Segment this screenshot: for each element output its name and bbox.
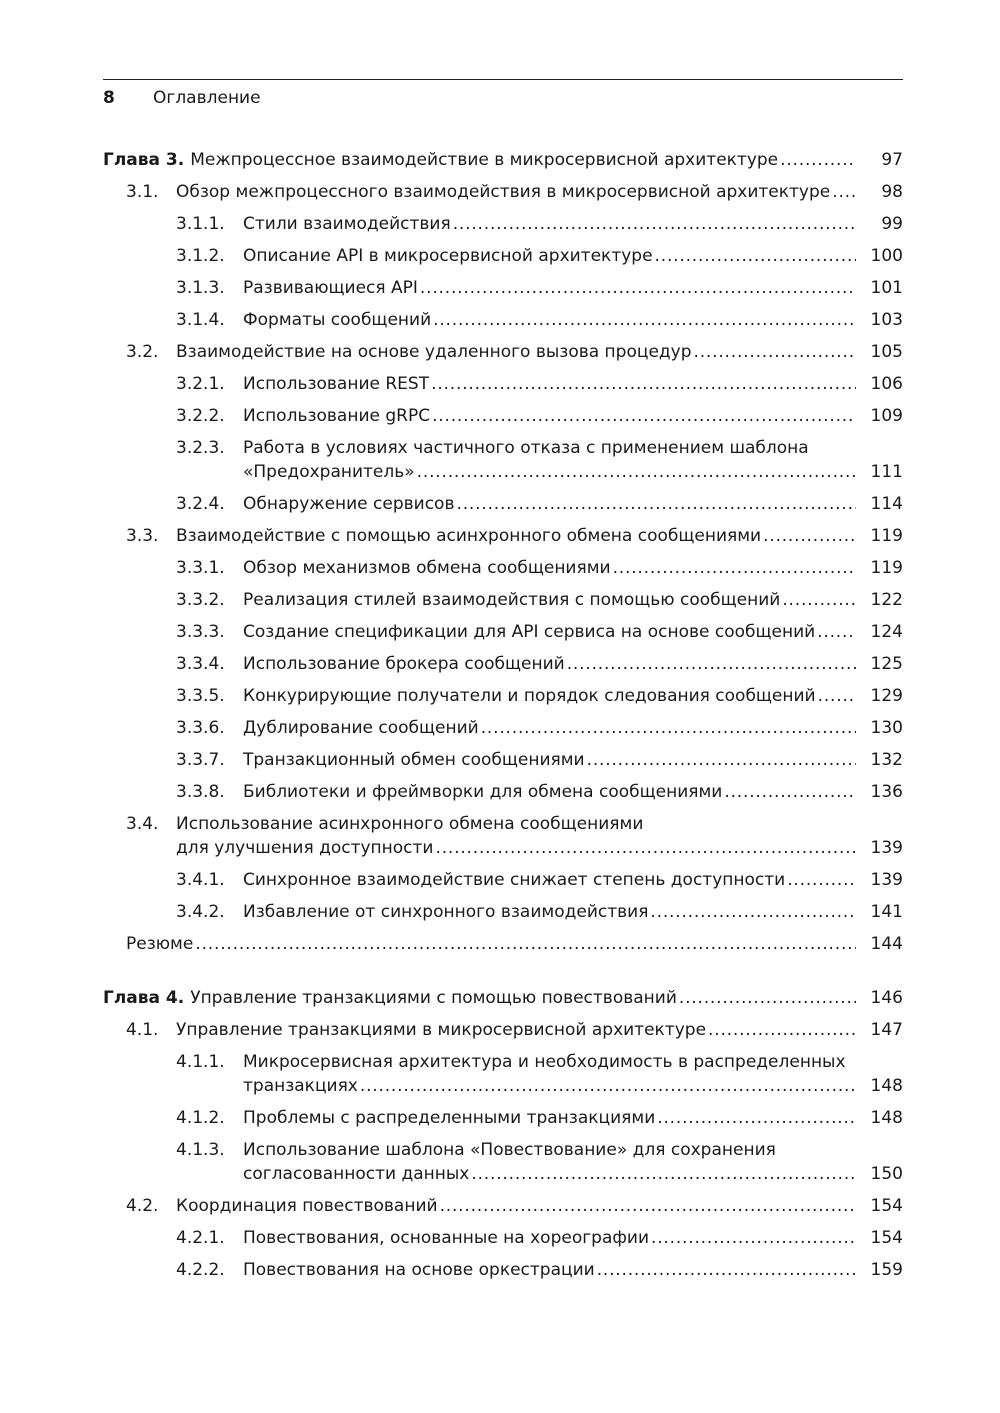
dot-leader bbox=[817, 620, 856, 644]
entry-title: Управление транзакциями в микросервисной архитектуре bbox=[176, 1020, 707, 1040]
section-number: 3.1.1. bbox=[176, 214, 225, 234]
dot-leader bbox=[708, 1018, 856, 1042]
section-number: 3.1.2. bbox=[176, 246, 225, 266]
section-number: 3.2.1. bbox=[176, 374, 225, 394]
toc-entry bbox=[0, 932, 1000, 956]
dot-leader bbox=[780, 148, 856, 172]
dot-leader bbox=[435, 836, 856, 860]
dot-leader bbox=[360, 1074, 856, 1098]
entry-title: Использование брокера сообщений bbox=[243, 654, 565, 674]
section-number: 3.3.7. bbox=[176, 750, 225, 770]
entry-title: Использование REST bbox=[243, 374, 430, 394]
entry-title: Создание спецификации для API сервиса на основе сообщений bbox=[243, 622, 816, 642]
toc-entry bbox=[0, 340, 1000, 364]
page-ref: 141 bbox=[870, 902, 903, 922]
toc-entry bbox=[0, 748, 1000, 772]
page-ref: 144 bbox=[870, 934, 903, 954]
entry-title: Управление транзакциями с помощью повествований bbox=[190, 988, 677, 1008]
entry-title: Взаимодействие на основе удаленного вызова процедур bbox=[176, 342, 692, 362]
toc-entry bbox=[0, 436, 1000, 484]
toc-entry bbox=[0, 372, 1000, 396]
dot-leader bbox=[597, 1258, 856, 1282]
section-number: 4.1. bbox=[126, 1020, 159, 1040]
dot-leader bbox=[724, 780, 856, 804]
page-ref: 139 bbox=[870, 870, 903, 890]
entry-title: Описание API в микросервисной архитектуре bbox=[243, 246, 653, 266]
dot-leader bbox=[818, 684, 856, 708]
entry-title: Координация повествований bbox=[176, 1196, 438, 1216]
section-number: 4.2.1. bbox=[176, 1228, 225, 1248]
dot-leader bbox=[417, 460, 856, 484]
dot-leader bbox=[787, 868, 856, 892]
section-number: 3.3.5. bbox=[176, 686, 225, 706]
toc-entry bbox=[0, 212, 1000, 236]
toc-entry bbox=[0, 716, 1000, 740]
dot-leader bbox=[782, 588, 856, 612]
page-ref: 148 bbox=[870, 1108, 903, 1128]
section-number: 3.3.2. bbox=[176, 590, 225, 610]
entry-title: Проблемы с распределенными транзакциями bbox=[243, 1108, 656, 1128]
page-ref: 97 bbox=[881, 150, 903, 170]
section-number: 3.3. bbox=[126, 526, 159, 546]
dot-leader bbox=[567, 652, 856, 676]
page-ref: 114 bbox=[870, 494, 903, 514]
entry-title: Использование gRPC bbox=[243, 406, 431, 426]
entry-title: Использование асинхронного обмена сообщениями bbox=[176, 814, 644, 834]
page-ref: 150 bbox=[870, 1164, 903, 1184]
page-ref: 101 bbox=[870, 278, 903, 298]
toc-entry bbox=[0, 308, 1000, 332]
page-ref: 105 bbox=[870, 342, 903, 362]
dot-leader bbox=[432, 404, 856, 428]
entry-title: Форматы сообщений bbox=[243, 310, 432, 330]
section-number: 3.2.3. bbox=[176, 438, 225, 458]
section-number: 3.3.6. bbox=[176, 718, 225, 738]
entry-title: Микросервисная архитектура и необходимость в распределенных bbox=[243, 1052, 846, 1072]
toc-entry bbox=[0, 244, 1000, 268]
chapter-label: Глава 4. bbox=[103, 988, 185, 1008]
page-ref: 122 bbox=[870, 590, 903, 610]
entry-title: Повествования, основанные на хореографии bbox=[243, 1228, 649, 1248]
section-number: 3.3.4. bbox=[176, 654, 225, 674]
page-ref: 130 bbox=[870, 718, 903, 738]
entry-title: Дублирование сообщений bbox=[243, 718, 479, 738]
toc-entry bbox=[0, 812, 1000, 860]
page-ref: 132 bbox=[870, 750, 903, 770]
toc-entry bbox=[0, 148, 1000, 172]
toc-entry bbox=[0, 1018, 1000, 1042]
page-ref: 154 bbox=[870, 1196, 903, 1216]
entry-title: Транзакционный обмен сообщениями bbox=[243, 750, 585, 770]
section-number: 3.1.3. bbox=[176, 278, 225, 298]
section-number: 3.2.4. bbox=[176, 494, 225, 514]
toc-entry bbox=[0, 1226, 1000, 1250]
section-number: 4.2.2. bbox=[176, 1260, 225, 1280]
page-ref: 119 bbox=[870, 526, 903, 546]
page-ref: 129 bbox=[870, 686, 903, 706]
toc-entry bbox=[0, 1258, 1000, 1282]
chapter-label: Глава 3. bbox=[103, 150, 185, 170]
dot-leader bbox=[832, 180, 856, 204]
dot-leader bbox=[651, 1226, 856, 1250]
toc-entry bbox=[0, 556, 1000, 580]
toc-entry bbox=[0, 868, 1000, 892]
entry-title-continued: согласованности данных bbox=[243, 1164, 470, 1184]
dot-leader bbox=[763, 524, 856, 548]
page-ref: 124 bbox=[870, 622, 903, 642]
toc-entry bbox=[0, 276, 1000, 300]
page-ref: 106 bbox=[870, 374, 903, 394]
entry-title: Библиотеки и фреймворки для обмена сообщениями bbox=[243, 782, 723, 802]
toc-entry bbox=[0, 986, 1000, 1010]
section-number: 4.2. bbox=[126, 1196, 159, 1216]
toc-entry bbox=[0, 524, 1000, 548]
toc-entry bbox=[0, 1194, 1000, 1218]
page-ref: 139 bbox=[870, 838, 903, 858]
toc-entry bbox=[0, 780, 1000, 804]
page-number: 8 bbox=[103, 88, 115, 108]
page-ref: 99 bbox=[881, 214, 903, 234]
page-ref: 119 bbox=[870, 558, 903, 578]
page-ref: 103 bbox=[870, 310, 903, 330]
section-number: 3.4.2. bbox=[176, 902, 225, 922]
dot-leader bbox=[655, 244, 856, 268]
dot-leader bbox=[440, 1194, 856, 1218]
entry-title: Обзор межпроцессного взаимодействия в микросервисной архитектуре bbox=[176, 182, 831, 202]
toc-entry bbox=[0, 1050, 1000, 1098]
toc-entry bbox=[0, 684, 1000, 708]
entry-title: Конкурирующие получатели и порядок следования сообщений bbox=[243, 686, 816, 706]
dot-leader bbox=[650, 900, 856, 924]
entry-title: Резюме bbox=[126, 934, 194, 954]
page-ref: 146 bbox=[870, 988, 903, 1008]
dot-leader bbox=[453, 212, 856, 236]
page-ref: 109 bbox=[870, 406, 903, 426]
section-number: 3.2.2. bbox=[176, 406, 225, 426]
section-number: 3.4.1. bbox=[176, 870, 225, 890]
section-number: 4.1.3. bbox=[176, 1140, 225, 1160]
dot-leader bbox=[587, 748, 856, 772]
entry-title: Обзор механизмов обмена сообщениями bbox=[243, 558, 611, 578]
toc-entry bbox=[0, 652, 1000, 676]
page-ref: 159 bbox=[870, 1260, 903, 1280]
dot-leader bbox=[433, 308, 856, 332]
dot-leader bbox=[613, 556, 856, 580]
entry-title-continued: для улучшения доступности bbox=[176, 838, 434, 858]
page-ref: 100 bbox=[870, 246, 903, 266]
section-number: 3.3.3. bbox=[176, 622, 225, 642]
toc-entry bbox=[0, 620, 1000, 644]
dot-leader bbox=[471, 1162, 856, 1186]
section-number: 3.2. bbox=[126, 342, 159, 362]
dot-leader bbox=[431, 372, 856, 396]
page-ref: 147 bbox=[870, 1020, 903, 1040]
entry-title: Синхронное взаимодействие снижает степень доступности bbox=[243, 870, 786, 890]
entry-title: Работа в условиях частичного отказа с применением шаблона bbox=[243, 438, 809, 458]
page-ref: 111 bbox=[870, 462, 903, 482]
section-number: 4.1.2. bbox=[176, 1108, 225, 1128]
dot-leader bbox=[456, 492, 856, 516]
entry-title: Избавление от синхронного взаимодействия bbox=[243, 902, 649, 922]
entry-title: Повествования на основе оркестрации bbox=[243, 1260, 595, 1280]
entry-title: Стили взаимодействия bbox=[243, 214, 451, 234]
page-ref: 136 bbox=[870, 782, 903, 802]
toc-entry bbox=[0, 900, 1000, 924]
dot-leader bbox=[694, 340, 856, 364]
entry-title: Использование шаблона «Повествование» для сохранения bbox=[243, 1140, 776, 1160]
page-ref: 154 bbox=[870, 1228, 903, 1248]
page-ref: 125 bbox=[870, 654, 903, 674]
section-number: 4.1.1. bbox=[176, 1052, 225, 1072]
toc-entry bbox=[0, 404, 1000, 428]
entry-title: Обнаружение сервисов bbox=[243, 494, 455, 514]
section-number: 3.1.4. bbox=[176, 310, 225, 330]
toc-entry bbox=[0, 1138, 1000, 1186]
toc-entry bbox=[0, 180, 1000, 204]
entry-title: Развивающиеся API bbox=[243, 278, 418, 298]
entry-title-continued: «Предохранитель» bbox=[243, 462, 415, 482]
toc-entry bbox=[0, 492, 1000, 516]
section-number: 3.4. bbox=[126, 814, 159, 834]
page-ref: 148 bbox=[870, 1076, 903, 1096]
section-number: 3.1. bbox=[126, 182, 159, 202]
page-ref: 98 bbox=[881, 182, 903, 202]
dot-leader bbox=[657, 1106, 856, 1130]
toc-entry bbox=[0, 1106, 1000, 1130]
dot-leader bbox=[420, 276, 856, 300]
dot-leader bbox=[195, 932, 856, 956]
entry-title: Реализация стилей взаимодействия с помощью сообщений bbox=[243, 590, 781, 610]
dot-leader bbox=[679, 986, 856, 1010]
dot-leader bbox=[481, 716, 856, 740]
entry-title-continued: транзакциях bbox=[243, 1076, 358, 1096]
entry-title: Межпроцессное взаимодействие в микросервисной архитектуре bbox=[190, 150, 779, 170]
running-title: Оглавление bbox=[153, 88, 261, 108]
section-number: 3.3.8. bbox=[176, 782, 225, 802]
entry-title: Взаимодействие с помощью асинхронного обмена сообщениями bbox=[176, 526, 762, 546]
section-number: 3.3.1. bbox=[176, 558, 225, 578]
toc-entry bbox=[0, 588, 1000, 612]
